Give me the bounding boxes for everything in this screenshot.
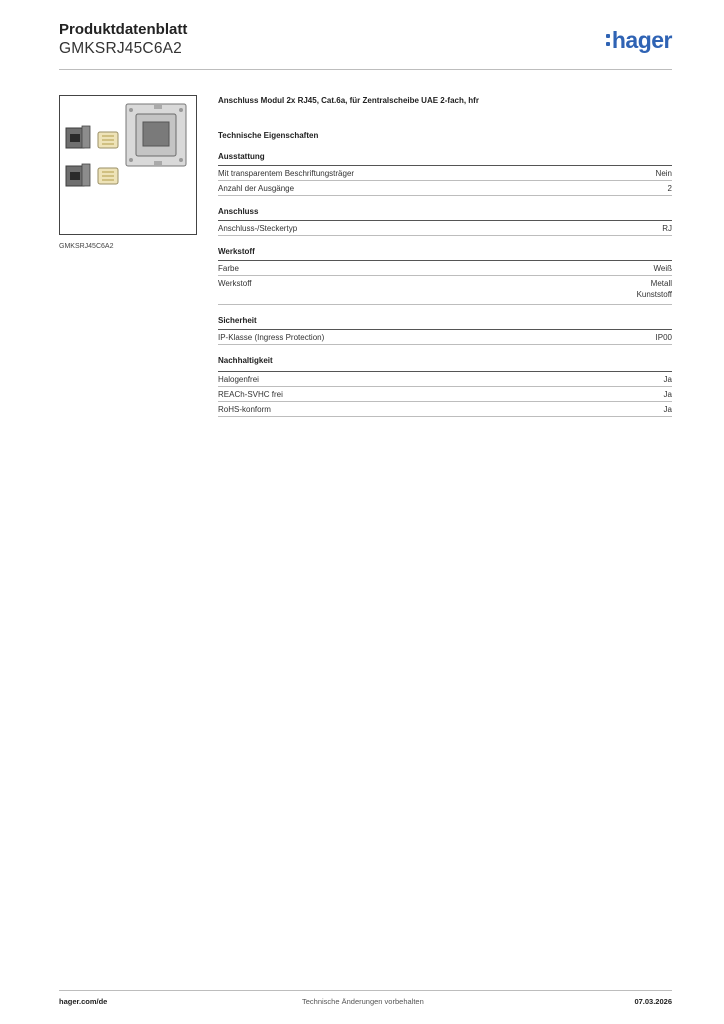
logo-text: hager — [611, 27, 672, 53]
property-label: Anschluss-/Steckertyp — [218, 224, 298, 233]
product-image — [59, 95, 197, 235]
product-caption: GMKSRJ45C6A2 — [59, 243, 114, 250]
property-value-line: Kunststoff — [636, 290, 672, 299]
logo-colon-icon — [606, 30, 610, 50]
property-value: IP00 — [655, 333, 672, 342]
group-title: Werkstoff — [218, 246, 672, 261]
group-title: Ausstattung — [218, 151, 672, 166]
product-photo-icon — [60, 96, 196, 234]
property-label: REACh-SVHC frei — [218, 390, 283, 399]
property-row — [218, 402, 672, 417]
property-label: RoHS-konform — [218, 405, 271, 414]
group-werkstoff — [218, 246, 672, 305]
property-value — [637, 278, 672, 300]
group-anschluss — [218, 206, 672, 236]
header-divider — [59, 69, 672, 70]
product-description: Anschluss Modul 2x RJ45, Cat.6a, für Zentralscheibe UAE 2-fach, hfr — [218, 96, 479, 105]
group-nachhaltigkeit — [218, 355, 672, 417]
property-value: Weiß — [653, 264, 672, 273]
property-row — [218, 387, 672, 402]
property-value: Nein — [655, 169, 672, 178]
hager-logo — [606, 27, 672, 53]
property-label: Mit transparentem Beschriftungsträger — [218, 169, 355, 178]
section-title: Technische Eigenschaften — [218, 131, 319, 140]
footer-date: 07.03.2026 — [634, 997, 672, 1006]
footer-notice: Technische Änderungen vorbehalten — [302, 997, 424, 1006]
property-value: Ja — [663, 390, 672, 399]
property-value: 2 — [667, 184, 672, 193]
property-row — [218, 330, 672, 345]
property-label: IP-Klasse (Ingress Protection) — [218, 333, 325, 342]
property-row — [218, 372, 672, 387]
property-value: RJ — [662, 224, 672, 233]
page-header — [59, 21, 672, 69]
footer-divider — [59, 990, 672, 991]
property-label: Halogenfrei — [218, 375, 259, 384]
property-value: Ja — [663, 375, 672, 384]
property-label: Werkstoff — [218, 279, 252, 288]
document-title: Produktdatenblatt — [59, 21, 188, 38]
footer-website-link[interactable]: hager.com/de — [59, 997, 108, 1006]
document-subtitle: GMKSRJ45C6A2 — [59, 40, 183, 57]
group-ausstattung — [218, 151, 672, 196]
page-footer — [59, 997, 672, 1009]
group-title: Anschluss — [218, 206, 672, 221]
property-row — [218, 181, 672, 196]
property-row — [218, 276, 672, 305]
property-label: Farbe — [218, 264, 239, 273]
group-title: Nachhaltigkeit — [218, 355, 672, 372]
property-value-line: Metall — [650, 279, 672, 288]
property-label: Anzahl der Ausgänge — [218, 184, 295, 193]
property-row — [218, 166, 672, 181]
product-details — [218, 95, 672, 417]
group-sicherheit — [218, 315, 672, 345]
group-title: Sicherheit — [218, 315, 672, 330]
property-value: Ja — [663, 405, 672, 414]
property-row — [218, 261, 672, 276]
property-row — [218, 221, 672, 236]
